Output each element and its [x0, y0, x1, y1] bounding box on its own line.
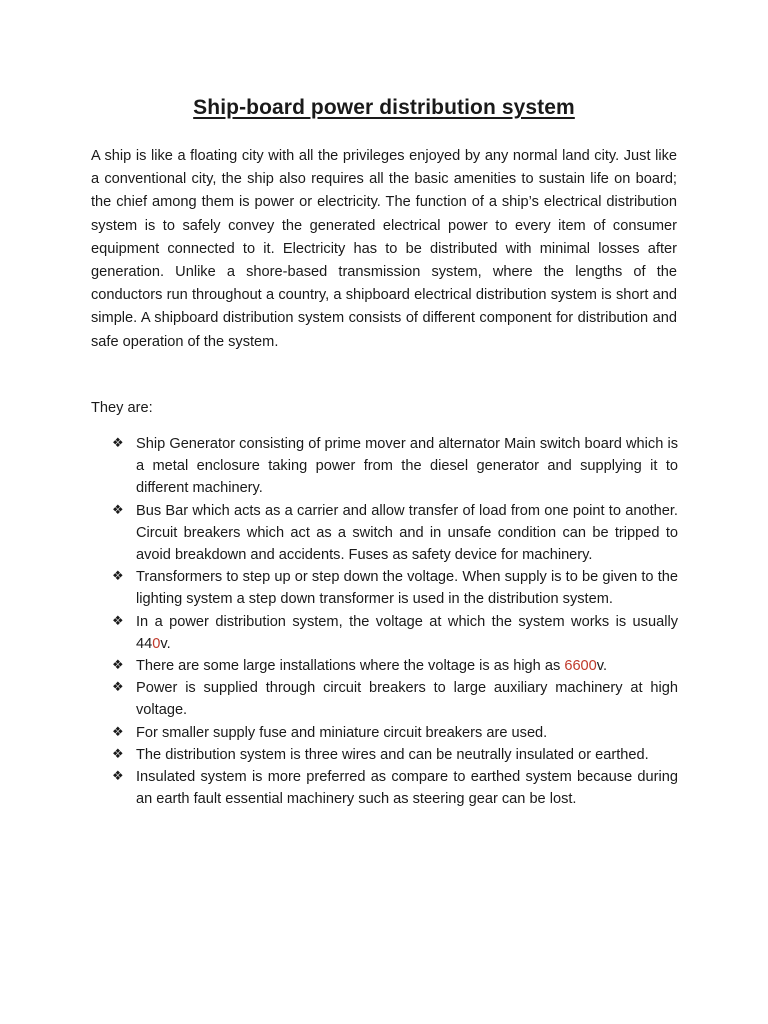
- list-item-text: The distribution system is three wires and can be neutrally insulated or earthed.: [136, 746, 649, 763]
- list-item-text-part: v.: [160, 635, 171, 652]
- list-item: [112, 766, 678, 810]
- list-item-text: For smaller supply fuse and miniature circuit breakers are used.: [136, 724, 548, 741]
- list-lead-in: They are:: [91, 400, 153, 416]
- diamond-bullet-icon: ❖: [112, 502, 124, 518]
- list-item: [112, 500, 678, 567]
- list-item: [112, 655, 678, 677]
- list-item-text: Power is supplied through circuit breakers to large auxiliary machinery at high voltage.: [136, 680, 678, 719]
- list-item-text-part: In a power distribution system, the voltage at which the system works is usually 44: [136, 613, 678, 652]
- voltage-value-accent: 0: [152, 635, 161, 652]
- component-list: [112, 433, 678, 810]
- list-item: [112, 433, 678, 500]
- document-title: Ship-board power distribution system: [193, 96, 575, 119]
- list-item-text: [136, 655, 678, 677]
- list-item-text-part: v.: [596, 658, 608, 675]
- diamond-bullet-icon: ❖: [112, 769, 124, 785]
- list-item-text-part: There are some large installations where the voltage is as high as: [136, 658, 565, 675]
- diamond-bullet-icon: ❖: [112, 613, 124, 629]
- intro-paragraph: A ship is like a floating city with all the privileges enjoyed by any normal land city. Just like a conventional city, the ship also requires all the basic amenities to sustain life on board; the chief among them is power or electricity. The function of a ship’s electrical distribution system is to safely convey the generated electrical power to every item of consumer equipment connected to it. Electricity has to be distributed with minimal losses after generation. Unlike a shore-based transmission system, where the lengths of the conductors run throughout a country, a shipboard electrical distribution system is short and simple. A shipboard distribution system consists of different component for distribution and safe operation of the system.: [91, 148, 677, 350]
- list-item: [112, 744, 678, 766]
- list-item-text: [136, 611, 678, 655]
- list-item-text: Bus Bar which acts as a carrier and allow transfer of load from one point to another. Circuit breakers which act as a switch and in unsafe condition can be tripped to avoid breakdown and accidents. Fuses as safety device for machinery.: [136, 502, 678, 564]
- diamond-bullet-icon: ❖: [112, 436, 124, 451]
- voltage-value-accent: 6600: [564, 658, 597, 675]
- diamond-bullet-icon: ❖: [112, 746, 124, 762]
- diamond-bullet-icon: ❖: [112, 658, 124, 674]
- list-item: [112, 611, 678, 655]
- list-item: [112, 677, 678, 721]
- diamond-bullet-icon: ❖: [112, 569, 124, 585]
- diamond-bullet-icon: ❖: [112, 724, 124, 740]
- list-item: [112, 566, 678, 610]
- list-item-text: Ship Generator consisting of prime mover and alternator Main switch board which is a metal enclosure taking power from the diesel generator and supplying it to different machinery.: [136, 436, 678, 497]
- list-item: [112, 722, 678, 744]
- diamond-bullet-icon: ❖: [112, 680, 124, 696]
- list-item-text: Insulated system is more preferred as compare to earthed system because during an earth fault essential machinery such as steering gear can be lost.: [136, 769, 678, 808]
- list-item-text: Transformers to step up or step down the voltage. When supply is to be given to the lighting system a step down transformer is used in the distribution system.: [136, 569, 678, 608]
